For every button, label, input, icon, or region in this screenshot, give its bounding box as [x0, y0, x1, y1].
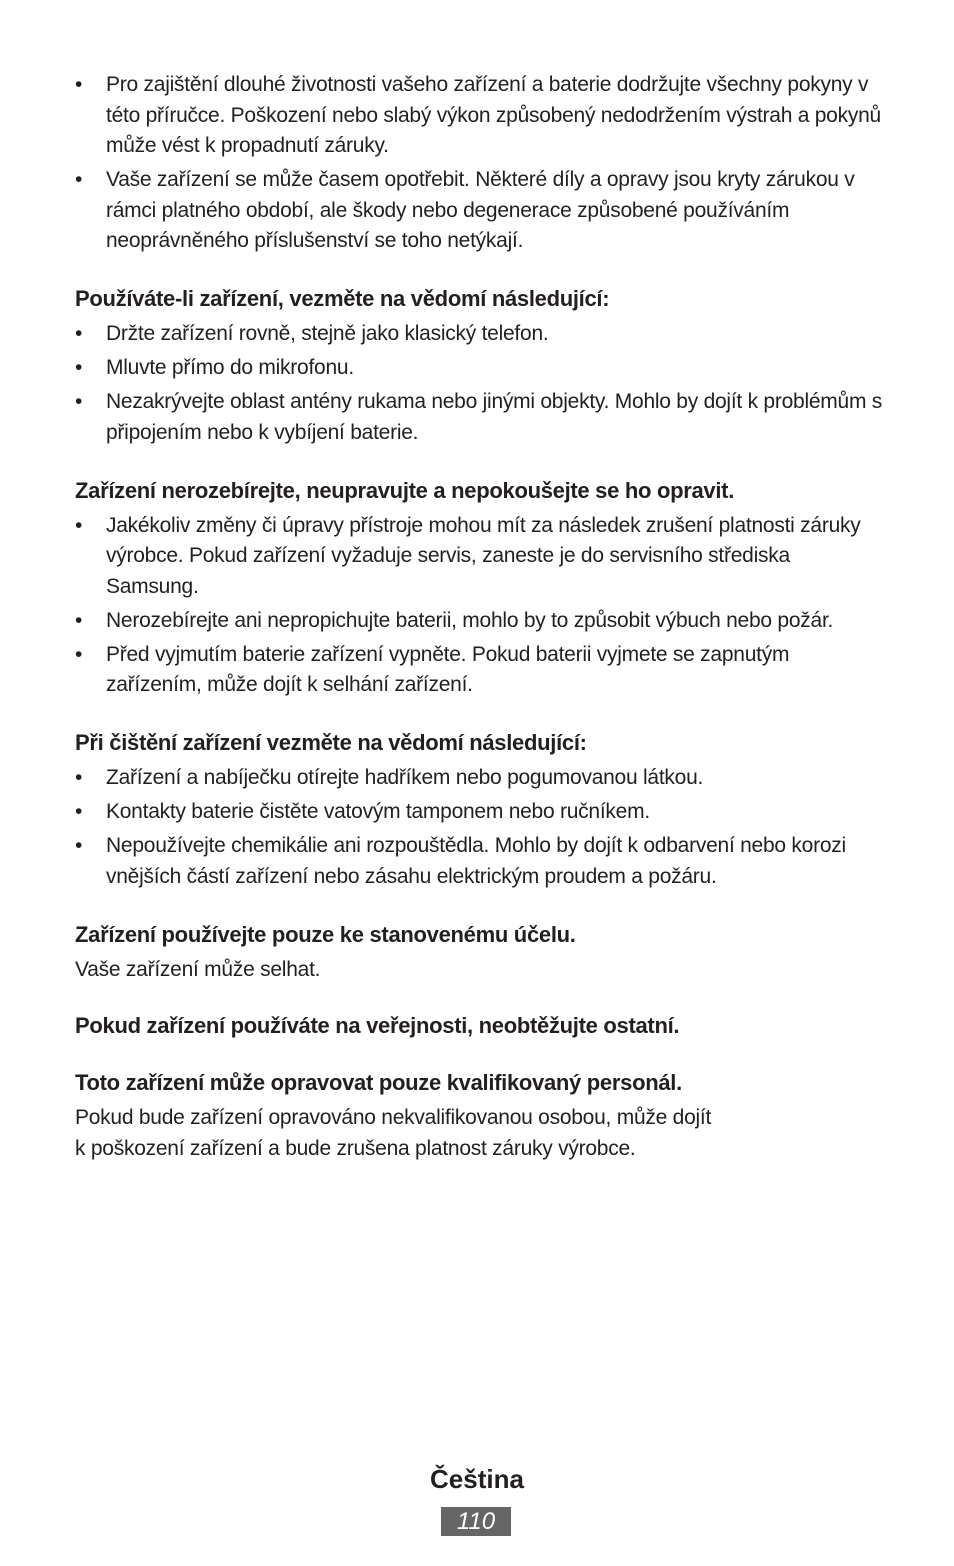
section-heading-public: Pokud zařízení používáte na veřejnosti, neobtěžujte ostatní.: [75, 1013, 680, 1038]
list-item: • Kontakty baterie čistěte vatovým tamponem nebo ručníkem.: [75, 797, 885, 828]
section-heading-intended-use: Zařízení používejte pouze ke stanovenému účelu.: [75, 921, 576, 947]
section-heading-disassembly: Zařízení nerozebírejte, neupravujte a nepokoušejte se ho opravit.: [75, 477, 735, 503]
list-item: • Mluvte přímo do mikrofonu.: [75, 353, 885, 384]
bullet-icon: •: [75, 168, 83, 191]
bullet-icon: •: [75, 642, 83, 666]
disassembly-bullet-list: [75, 511, 885, 701]
list-item: • Zařízení a nabíječku otírejte hadříkem nebo pogumovanou látkou.: [75, 763, 885, 794]
bullet-icon: •: [75, 800, 83, 823]
bullet-icon: •: [75, 356, 83, 379]
list-item: • Držte zařízení rovně, stejně jako klasický telefon.: [75, 319, 885, 350]
bullet-icon: •: [75, 73, 83, 96]
section-heading-cleaning: Při čištění zařízení vezměte na vědomí následující:: [75, 730, 587, 755]
list-item: • Jakékoliv změny či úpravy přístroje mohou mít za následek zrušení platnosti záruky výrobce. Pokud zařízení vyžaduje servis, zaneste je do servisního střediska Samsung.: [75, 511, 885, 603]
footer-language-label: Čeština: [430, 1464, 524, 1494]
intro-bullet-list: [75, 70, 885, 257]
section-heading-usage: Používáte-li zařízení, vezměte na vědomí následující:: [75, 286, 610, 311]
qualified-service-paragraph: Pokud bude zařízení opravováno nekvalifikovanou osobou, může dojít k poškození zařízení a bude zrušena platnost záruky výrobce.: [75, 1106, 712, 1160]
page-number-badge: 110: [441, 1507, 511, 1536]
bullet-icon: •: [75, 766, 83, 789]
bullet-icon: •: [75, 834, 83, 857]
bullet-icon: •: [75, 513, 83, 537]
bullet-icon: •: [75, 322, 83, 345]
section-heading-qualified-service: Toto zařízení může opravovat pouze kvalifikovaný personál.: [75, 1070, 682, 1095]
list-item: • Před vyjmutím baterie zařízení vypněte. Pokud baterii vyjmete se zapnutým zařízením, může dojít k selhání zařízení.: [75, 640, 885, 701]
list-item: • Vaše zařízení se může časem opotřebit. Některé díly a opravy jsou kryty zárukou v rámci platného období, ale škody nebo degenerace způsobené používáním neoprávněného příslušenství se toho netýkají.: [75, 165, 885, 257]
list-item: • Nepoužívejte chemikálie ani rozpouštědla. Mohlo by dojít k odbarvení nebo korozi vnějších částí zařízení nebo zásahu elektrickým proudem a požáru.: [75, 831, 885, 892]
cleaning-bullet-list: [75, 763, 885, 892]
bullet-icon: •: [75, 608, 83, 632]
list-item: • Nezakrývejte oblast antény rukama nebo jinými objekty. Mohlo by dojít k problémům s připojením nebo k vybíjení baterie.: [75, 387, 885, 448]
usage-bullet-list: [75, 319, 885, 448]
intended-use-paragraph: Vaše zařízení může selhat.: [75, 957, 321, 981]
document-body: [75, 70, 885, 1164]
bullet-icon: •: [75, 390, 83, 413]
list-item: • Nerozebírejte ani nepropichujte baterii, mohlo by to způsobit výbuch nebo požár.: [75, 606, 885, 637]
list-item: • Pro zajištění dlouhé životnosti vašeho zařízení a baterie dodržujte všechny pokyny v této příručce. Poškození nebo slabý výkon způsobený nedodržením výstrah a pokynů může vést k propadnutí záruky.: [75, 70, 885, 162]
